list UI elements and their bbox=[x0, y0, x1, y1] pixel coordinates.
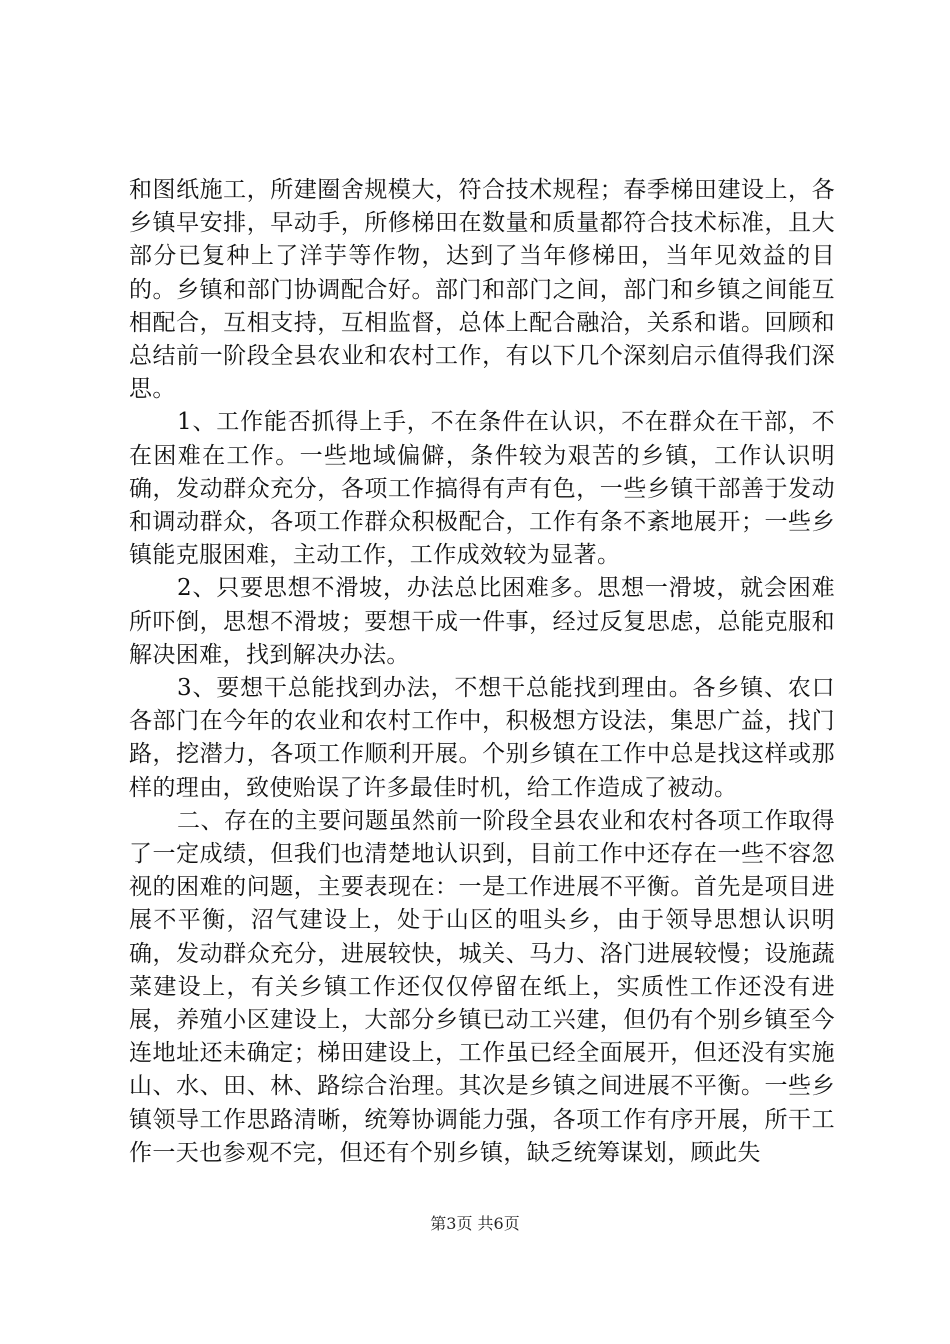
paragraph-insight-2: 2、只要思想不滑坡，办法总比困难多。思想一滑坡，就会困难所吓倒，思想不滑坡；要想干成一件事，经过反复思虑，总能克服和解决困难，找到解决办法。 bbox=[129, 575, 835, 668]
page-footer bbox=[0, 1214, 950, 1234]
document-body bbox=[129, 174, 835, 1170]
paragraph-insight-3: 3、要想干总能找到办法，不想干总能找到理由。各乡镇、农口各部门在今年的农业和农村工作中，积极想方设法，集思广益，找门路，挖潜力，各项工作顺利开展。个别乡镇在工作中总是找这样或那样的理由，致使贻误了许多最佳时机，给工作造成了被动。 bbox=[129, 675, 835, 801]
paragraph-insight-1: 1、工作能否抓得上手，不在条件在认识，不在群众在干部，不在困难在工作。一些地域偏僻，条件较为艰苦的乡镇，工作认识明确，发动群众充分，各项工作搞得有声有色，一些乡镇干部善于发动和调动群众，各项工作群众积极配合，工作有条不紊地展开；一些乡镇能克服困难，主动工作，工作成效较为显著。 bbox=[129, 409, 835, 569]
page-number-label: 第3页 共6页 bbox=[430, 1214, 520, 1233]
paragraph-problems: 二、存在的主要问题虽然前一阶段全县农业和农村各项工作取得了一定成绩，但我们也清楚地认识到，目前工作中还存在一些不容忽视的困难的问题，主要表现在：一是工作进展不平衡。首先是项目进展不平衡，沼气建设上，处于山区的咀头乡，由于领导思想认识明确，发动群众充分，进展较快，城关、马力、洛门进展较慢；设施蔬菜建设上，有关乡镇工作还仅仅停留在纸上，实质性工作还没有进展，养殖小区建设上，大部分乡镇已动工兴建，但仍有个别乡镇至今连地址还未确定；梯田建设上，工作虽已经全面展开，但还没有实施山、水、田、林、路综合治理。其次是乡镇之间进展不平衡。一些乡镇领导工作思路清晰，统筹协调能力强，各项工作有序开展，所干工作一天也参观不完，但还有个别乡镇，缺乏统筹谋划，顾此失 bbox=[129, 807, 835, 1166]
paragraph-continuation: 和图纸施工，所建圈舍规模大，符合技术规程；春季梯田建设上，各乡镇早安排，早动手，所修梯田在数量和质量都符合技术标准，且大部分已复种上了洋芋等作物，达到了当年修梯田，当年见效益的目的。乡镇和部门协调配合好。部门和部门之间，部门和乡镇之间能互相配合，互相支持，互相监督，总体上配合融洽，关系和谐。回顾和总结前一阶段全县农业和农村工作，有以下几个深刻启示值得我们深思。 bbox=[129, 177, 835, 403]
